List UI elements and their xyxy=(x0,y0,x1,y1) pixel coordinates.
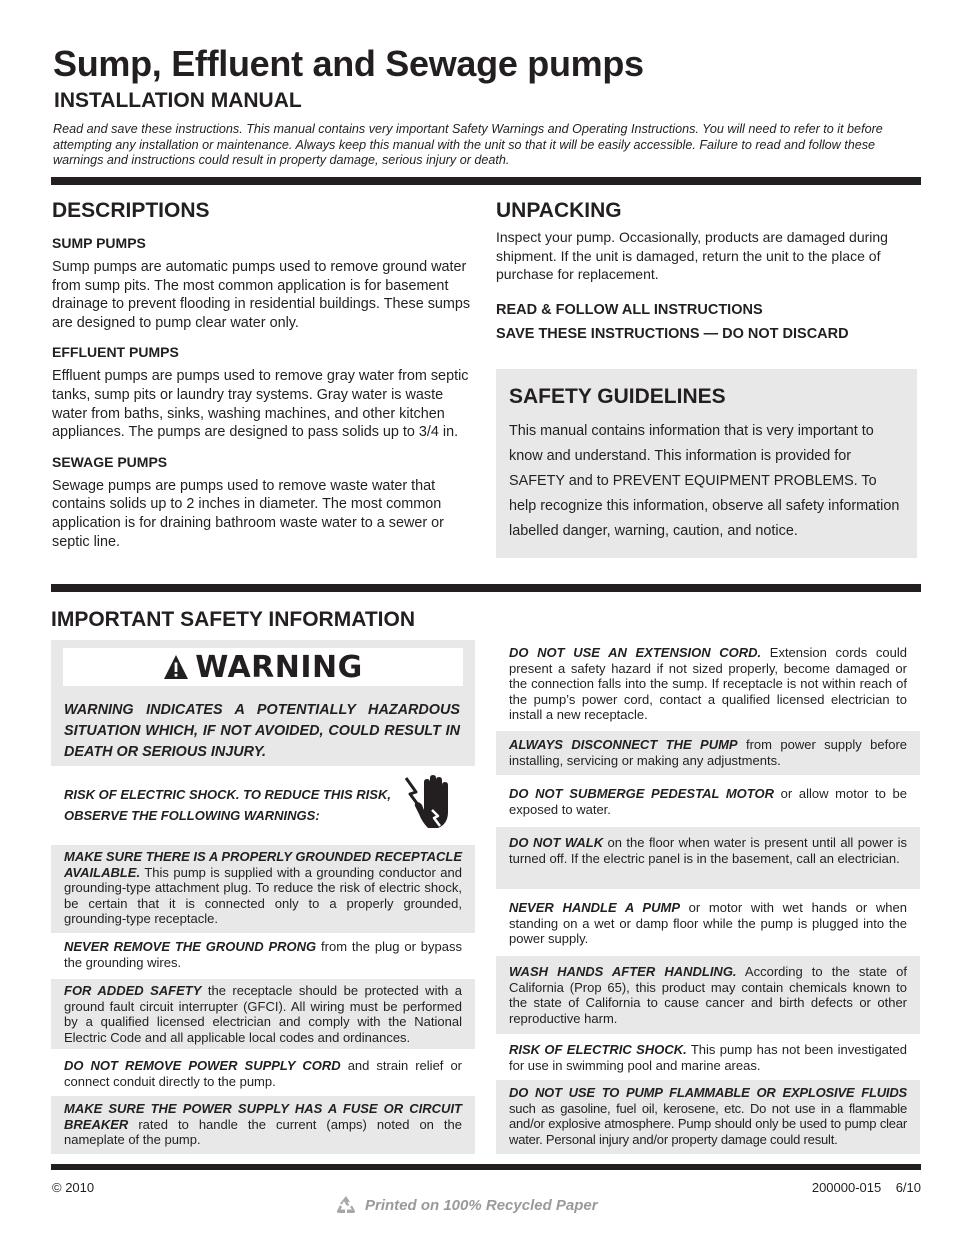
shock-warning-text: RISK OF ELECTRIC SHOCK. TO REDUCE THIS RISK, OBSERVE THE FOLLOWING WARNINGS: xyxy=(64,787,391,823)
right-item-5-lead: NEVER HANDLE A PUMP xyxy=(509,900,680,915)
right-item-8-text: such as gasoline, fuel oil, kerosene, etc. Do not use in a flammable and/or explosive atmosphere. Pump should only be used to pump clear water. Personal injury and/or property damage could result. xyxy=(509,1100,907,1147)
right-item-4 xyxy=(496,827,920,889)
right-item-3 xyxy=(496,786,920,822)
left-item-3-lead: FOR ADDED SAFETY xyxy=(64,983,202,998)
page-subtitle: INSTALLATION MANUAL xyxy=(54,89,302,112)
left-item-1 xyxy=(51,845,475,933)
right-item-7-lead: RISK OF ELECTRIC SHOCK. xyxy=(509,1042,687,1057)
left-item-4-text: and strain relief or connect conduit directly to the pump. xyxy=(64,1058,462,1089)
right-item-8-lead: DO NOT USE TO PUMP FLAMMABLE OR EXPLOSIVE FLUIDS xyxy=(509,1085,907,1100)
warning-word: WARNING xyxy=(195,649,363,685)
footer-divider xyxy=(51,1164,921,1170)
left-item-2 xyxy=(51,939,475,975)
top-divider xyxy=(51,177,921,185)
unpacking-heading: UNPACKING xyxy=(496,199,622,222)
left-item-5 xyxy=(51,1096,475,1154)
left-item-5-lead: MAKE SURE THE POWER SUPPLY HAS A FUSE OR CIRCUIT BREAKER xyxy=(64,1101,462,1132)
recycled-text: Printed on 100% Recycled Paper xyxy=(365,1196,598,1214)
right-item-2-text: from power supply before installing, servicing or making any adjustments. xyxy=(509,737,908,768)
right-item-1-lead: DO NOT USE AN EXTENSION CORD. xyxy=(509,645,762,660)
right-item-1-text: Extension cords could present a safety hazard if not sized properly, become damaged or the connection falls into the sump. If receptacle is not within reach of the pump’s power cord, contact a qualified licensed electrician to install a new receptacle. xyxy=(509,645,907,723)
left-item-4-lead: DO NOT REMOVE POWER SUPPLY CORD xyxy=(64,1058,341,1073)
document-number: 200000-015 6/10 xyxy=(811,1180,921,1195)
warning-panel xyxy=(51,640,475,766)
left-item-1-lead: MAKE SURE THERE IS A PROPERLY GROUNDED RECEPTACLE AVAILABLE. xyxy=(64,849,462,880)
unpacking-text: Inspect your pump. Occasionally, products are damaged during shipment. If the unit is damaged, return the unit to the place of purchase for replacement. xyxy=(496,229,888,283)
effluent-heading: EFFLUENT PUMPS xyxy=(52,344,179,361)
important-safety-heading: IMPORTANT SAFETY INFORMATION xyxy=(51,608,415,631)
copyright-text: © 2010 xyxy=(52,1180,95,1195)
effluent-text: Effluent pumps are pumps used to remove gray water from septic tanks, sump pits or laundry tray systems. Gray water is waste water from baths, sinks, washing machines, and other kitchen appliances. The pumps are designed to pass solids up to 3/4 in. xyxy=(52,368,469,441)
sewage-heading: SEWAGE PUMPS xyxy=(52,453,168,470)
left-item-1-text: This pump is supplied with a grounding conductor and grounding-type attachment plug. To reduce the risk of electric shock, be certain that it is connected only to a properly grounded, grounding-type receptacle. xyxy=(64,864,462,927)
unpacking-section xyxy=(496,199,916,343)
left-item-3-text: the receptacle should be protected with a ground fault circuit interrupter (GFCI). All wiring must be performed by a qualified licensed electrician and comply with the National Electric Code and all applicable local codes and ordinances. xyxy=(64,983,462,1045)
descriptions-heading: DESCRIPTIONS xyxy=(52,199,210,222)
save-instructions-text: SAVE THESE INSTRUCTIONS — DO NOT DISCARD xyxy=(496,325,849,342)
right-item-3-lead: DO NOT SUBMERGE PEDESTAL MOTOR xyxy=(509,786,774,801)
right-item-5-text: or motor with wet hands or when standing on a wet or damp floor while the pump is plugged into the power supply. xyxy=(509,900,907,947)
descriptions-section xyxy=(52,199,476,551)
recycled-note xyxy=(335,1195,598,1215)
left-item-2-text: from the plug or bypass the grounding wires. xyxy=(64,939,462,970)
right-item-2 xyxy=(496,731,920,775)
electric-shock-hand-icon xyxy=(402,772,458,836)
right-item-6-lead: WASH HANDS AFTER HANDLING. xyxy=(509,964,737,979)
page-title: Sump, Effluent and Sewage pumps xyxy=(53,43,644,84)
safety-guidelines-text: This manual contains information that is very important to know and understand. This information is provided for SAFETY and to PREVENT EQUIPMENT PROBLEMS. To help recognize this information, observe all safety information labelled danger, warning, caution, and notice. xyxy=(509,423,900,539)
right-item-6-text: According to the state of California (Prop 65), this product may contain chemicals known to the state of California to cause cancer and birth defects or other reproductive harm. xyxy=(509,964,907,1026)
right-item-1 xyxy=(496,645,920,725)
recycle-icon xyxy=(335,1195,357,1215)
left-item-5-text: rated to handle the current (amps) noted on the nameplate of the pump. xyxy=(64,1116,462,1148)
right-item-6 xyxy=(496,956,920,1034)
right-item-3-text: or allow motor to be exposed to water. xyxy=(509,786,907,817)
safety-guidelines-box xyxy=(496,369,917,558)
warning-definition-text: WARNING INDICATES A POTENTIALLY HAZARDOUS SITUATION WHICH, IF NOT AVOIDED, COULD RESULT IN DEATH OR SERIOUS INJURY. xyxy=(64,702,460,760)
right-item-7 xyxy=(496,1042,920,1076)
read-follow-text: READ & FOLLOW ALL INSTRUCTIONS xyxy=(496,301,763,318)
warning-triangle-icon xyxy=(163,654,189,680)
left-item-3 xyxy=(51,979,475,1049)
left-item-2-lead: NEVER REMOVE THE GROUND PRONG xyxy=(64,939,317,954)
right-item-4-lead: DO NOT WALK xyxy=(509,835,604,850)
middle-divider xyxy=(51,584,921,592)
right-item-2-lead: ALWAYS DISCONNECT THE PUMP xyxy=(509,737,738,752)
left-item-4 xyxy=(51,1058,475,1092)
right-item-4-text: on the floor when water is present until all power is turned off. If the electric panel is in the basement, call an electrician. xyxy=(509,835,907,866)
right-item-5 xyxy=(496,900,920,950)
sump-text: Sump pumps are automatic pumps used to remove ground water from sump pits. The most common application is for basement drainage to prevent flooding in residential buildings. These sumps are designed to pump clear water only. xyxy=(52,259,471,331)
safety-guidelines-heading: SAFETY GUIDELINES xyxy=(509,385,726,408)
right-item-8 xyxy=(496,1080,920,1154)
right-item-7-text: This pump has not been investigated for use in swimming pool and marine areas. xyxy=(509,1042,907,1073)
sewage-text: Sewage pumps are pumps used to remove waste water that contains solids up to 2 inches in diameter. The most common application is for draining bathroom waste water to a sewer or septic line. xyxy=(52,477,444,550)
intro-text: Read and save these instructions. This manual contains very important Safety Warnings and Operating Instructions. You will need to refer to it before attempting any installation or maintenance. Always keep this manual with the unit so that it will be easily accessible. Failure to read and follow these warnings and instructions could result in property damage, serious injury or death. xyxy=(53,122,883,167)
sump-heading: SUMP PUMPS xyxy=(52,235,146,251)
warning-banner xyxy=(63,648,463,686)
